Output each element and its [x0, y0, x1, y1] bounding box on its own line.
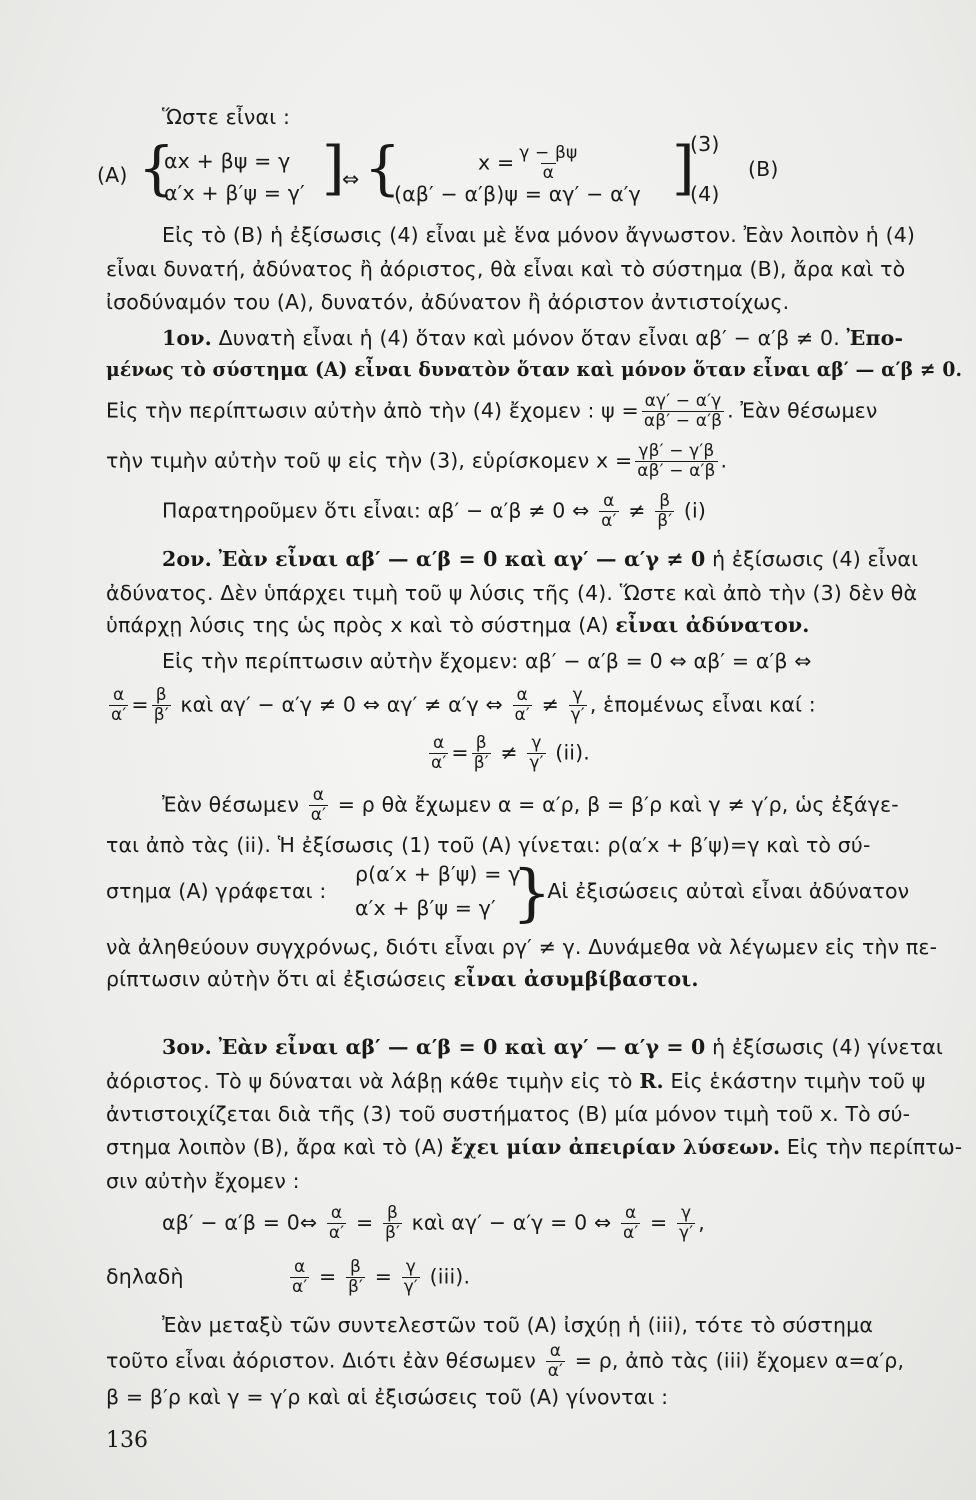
text-line: Εἰς τὸ (B) ἡ ἐξίσωσις (4) εἶναι μὲ ἕνα μόνον ἄγνωστον. Ἐὰν λοιπὸν ἡ (4) — [162, 223, 916, 247]
x-solution-line: τὴν τιμὴν αὐτὴν τοῦ ψ εἰς τὴν (3), εὑρίσκομεν x = $\frac{\gamma\beta' - \gamma'\beta}{\alpha\beta' - \alpha'\beta}$ . — [106, 441, 728, 481]
x-equation: x = $\frac{\gamma - \beta\psi}{\alpha}$ — [478, 143, 578, 183]
text-line: ρίπτωσιν αὐτὴν ὅτι αἱ ἐξισώσεις εἶναι ἀσυμβίβαστοι. — [106, 967, 699, 991]
text-line: ἀόριστος. Τὸ ψ δύναται νὰ λάβῃ κάθε τιμὴν εἰς τὸ R. Εἰς ἑκάστην τιμὴν τοῦ ψ — [106, 1069, 926, 1093]
tag-3: (3) — [690, 132, 720, 156]
case-1-line: 1ον. Δυνατὴ εἶναι ἡ (4) ὅταν καὶ μόνον ὅταν εἶναι αβ′ − α′β ≠ 0. Ἐπο- — [162, 326, 904, 350]
equation-2: α′x + β′ψ = γ′ — [164, 181, 305, 205]
system-b-label: (B) — [748, 157, 779, 181]
case-2-line: 2ον. Ἐὰν εἶναι αβ′ — α′β = 0 καὶ αγ′ — α′γ ≠ 0 ἡ ἐξίσωσις (4) εἶναι — [162, 547, 919, 571]
text-line: ται ἀπὸ τὰς (ii). Ἡ ἐξίσωσις (1) τοῦ (A) γίνεται: ρ(α′x + β′ψ)=γ καὶ τὸ σύ- — [106, 833, 871, 857]
left-brace: { — [138, 134, 175, 202]
equation-1: αx + βψ = γ — [164, 149, 291, 173]
text-line: σιν αὐτὴν ἔχομεν : — [106, 1169, 300, 1193]
right-bracket-b: ] — [672, 134, 695, 202]
left-brace-b: { — [364, 134, 401, 202]
system-eq-2: α′x + β′ψ = γ′ — [355, 896, 496, 920]
text-line: τοῦτο εἶναι ἀόριστον. Διότι ἐὰν θέσωμεν $\frac{\alpha}{\alpha'}$ = ρ, ἀπὸ τὰς (iii) ἔχομεν α=α′ρ, — [106, 1341, 905, 1381]
ratio-line: $\frac{\alpha}{\alpha'}$ = $\frac{\beta}{\beta'}$ καὶ αγ′ − α′γ ≠ 0 ⇔ αγ′ ≠ α′γ ⇔ $\frac{\alpha}{\alpha'}$ ≠ $\frac{\gamma}{\gamma'}$ , ἑπομένως εἶναι καί : — [111, 685, 816, 725]
page-number: 136 — [106, 1428, 148, 1453]
equivalence-arrow: ⇔ — [342, 167, 360, 191]
text-line: β = β′ρ καὶ γ = γ′ρ καὶ αἱ ἐξισώσεις τοῦ (A) γίνονται : — [106, 1385, 669, 1409]
rho-line: Ἐὰν θέσωμεν $\frac{\alpha}{\alpha'}$ = ρ θὰ ἔχωμεν α = α′ρ, β = β′ρ καὶ γ ≠ γ′ρ, ὡς ἐξάγε- — [162, 785, 899, 825]
intro-line: Ὥστε εἶναι : — [162, 105, 291, 129]
text-line: Εἰς τὴν περίπτωσιν αὐτὴν ἔχομεν: αβ′ − α′β = 0 ⇔ αβ′ = α′β ⇔ — [162, 649, 812, 673]
system-a-label: (A) — [97, 163, 128, 187]
text-line: . Αἱ ἐξισώσεις αὐταὶ εἶναι ἀδύνατον — [534, 879, 910, 903]
observation-line: Παρατηροῦμεν ὅτι εἶναι: αβ′ − α′β ≠ 0 ⇔ $\frac{\alpha}{\alpha'}$ ≠ $\frac{\beta}{\beta'}$ (i) — [162, 491, 707, 531]
text-line: ἀντιστοιχίζεται διὰ τῆς (3) τοῦ συστήματος (B) μία μόνον τιμὴ τοῦ x. Τὸ σύ- — [106, 1102, 911, 1126]
ratio-line-ii: $\frac{\alpha}{\alpha'}$ = $\frac{\beta}{\beta'}$ ≠ $\frac{\gamma}{\gamma'}$ (ii). — [431, 733, 590, 773]
case-1-conclusion: μένως τὸ σύστημα (A) εἶναι δυνατὸν ὅταν καὶ μόνον ὅταν εἶναι αβ′ — α′β ≠ 0. — [106, 358, 963, 381]
text-line: ἀδύνατος. Δὲν ὑπάρχει τιμὴ τοῦ ψ λύσις τῆς (4). Ὥστε καὶ ἀπὸ τὴν (3) δὲν θὰ — [106, 581, 918, 605]
right-bracket-a: ] — [322, 134, 345, 202]
text-line: εἶναι δυνατή, ἀδύνατος ἢ ἀόριστος, θὰ εἶναι καὶ τὸ σύστημα (B), ἄρα καὶ τὸ — [106, 257, 906, 281]
right-brace: } — [512, 856, 552, 929]
text-line: ἰσοδύναμόν του (A), δυνατόν, ἀδύνατον ἢ ἀόριστον ἀντιστοίχως. — [106, 290, 790, 314]
ratio-line-3: αβ′ − α′β = 0⇔ $\frac{\alpha}{\alpha'}$ = $\frac{\beta}{\beta'}$ καὶ αγ′ − α′γ = 0 ⇔ $\frac{\alpha}{\alpha'}$ = $\frac{\gamma}{\gamma'}$ , — [162, 1203, 705, 1243]
text-line: στημα λοιπὸν (B), ἄρα καὶ τὸ (A) ἔχει μίαν ἀπειρίαν λύσεων. Εἰς τὴν περίπτω- — [106, 1135, 963, 1159]
ratio-line-iii: δηλαδὴ $\frac{\alpha}{\alpha'}$ = $\frac{\beta}{\beta'}$ = $\frac{\gamma}{\gamma'}$ (iii). — [106, 1257, 471, 1297]
text-line: νὰ ἀληθεύουν συγχρόνως, διότι εἶναι ργ′ ≠ γ. Δυνάμεθα νὰ λέγωμεν εἰς τὴν πε- — [106, 935, 938, 959]
text-line: Ἐὰν μεταξὺ τῶν συντελεστῶν τοῦ (A) ἰσχύῃ ἡ (iii), τότε τὸ σύστημα — [162, 1313, 874, 1337]
case-3-line: 3ον. Ἐὰν εἶναι αβ′ — α′β = 0 καὶ αγ′ — α′γ = 0 ἡ ἐξίσωσις (4) γίνεται — [162, 1035, 943, 1059]
system-eq-1: ρ(α′x + β′ψ) = γ — [355, 862, 521, 886]
equation-4: (αβ′ − α′β)ψ = αγ′ − α′γ — [394, 182, 641, 206]
tag-4: (4) — [690, 182, 720, 206]
text-line: στημα (A) γράφεται : — [106, 879, 327, 903]
psi-solution-line: Εἰς τὴν περίπτωσιν αὐτὴν ἀπὸ τὴν (4) ἔχομεν : ψ = $\frac{\alpha\gamma' - \alpha'\gamma}{\alpha\beta' - \alpha'\beta}$ . Ἐὰν θέσωμεν — [106, 391, 878, 431]
text-line: ὑπάρχῃ λύσις της ὡς πρὸς x καὶ τὸ σύστημα (A) εἶναι ἀδύνατον. — [106, 613, 810, 637]
